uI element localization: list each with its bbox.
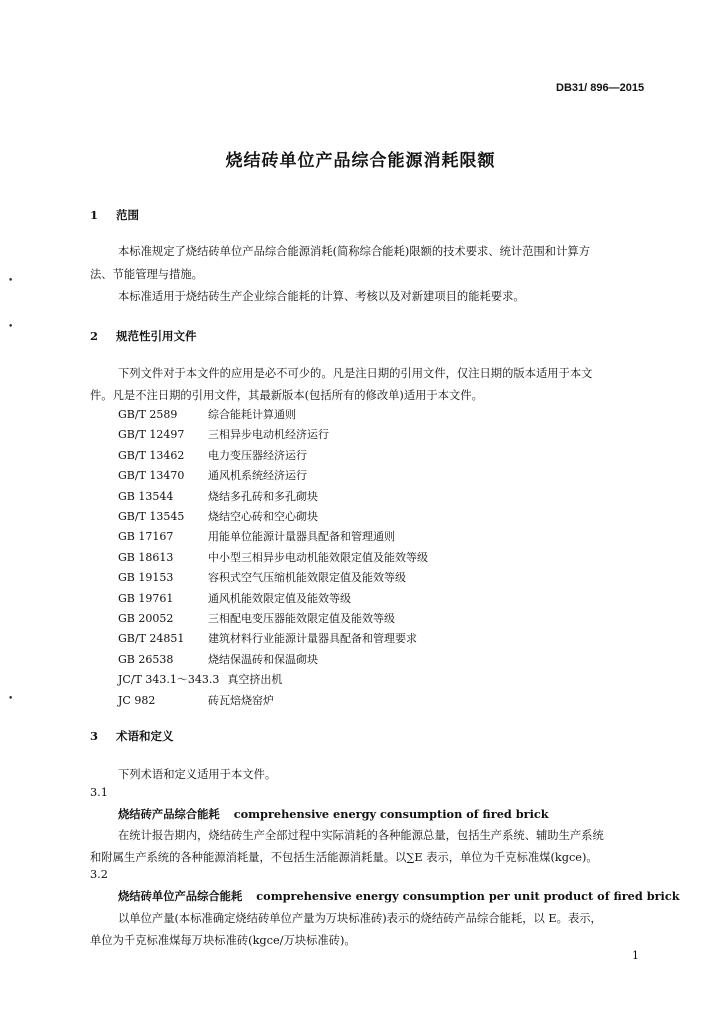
section-1-para-1-line-1: 本标准规定了烧结砖单位产品综合能源消耗(简称综合能耗)限额的技术要求、统计范围和计算方 [118, 245, 590, 258]
reference-code: GB 26538 [118, 652, 174, 666]
term-english: comprehensive energy consumption per unit product of fired brick [256, 889, 680, 903]
reference-code: GB/T 24851 [118, 632, 185, 646]
section-number: 2 [90, 329, 99, 343]
section-2-intro-line-1: 下列文件对于本文件的应用是必不可少的。凡是注日期的引用文件，仅注日期的版本适用于本文 [118, 367, 593, 380]
reference-title: 烧结空心砖和空心砌块 [208, 510, 318, 523]
reference-code: GB/T 13545 [118, 510, 185, 523]
reference-item [118, 590, 351, 606]
section-1-para-1-line-2: 法、节能管理与措施。 [90, 268, 203, 281]
scan-mark: • [8, 694, 14, 704]
reference-item [118, 406, 296, 422]
reference-code: GB/T 13462 [118, 448, 185, 462]
document-title: 烧结砖单位产品综合能源消耗限额 [225, 151, 496, 171]
section-2-heading [90, 328, 197, 344]
reference-title: 三相配电变压器能效限定值及能效等级 [208, 612, 395, 625]
reference-item [118, 528, 395, 544]
section-2-intro-line-2: 件。凡是不注日期的引用文件，其最新版本(包括所有的修改单)适用于本文件。 [90, 389, 483, 402]
term-1-definition-line-1: 在统计报告期内，烧结砖生产全部过程中实际消耗的各种能源总量，包括生产系统、辅助生产系统 [118, 829, 604, 842]
reference-item [118, 508, 318, 524]
term-chinese: 烧结砖单位产品综合能耗 [118, 889, 243, 903]
reference-item [118, 467, 307, 483]
reference-title: 用能单位能源计量器具配备和管理通则 [208, 530, 395, 544]
reference-code: GB 19153 [118, 571, 174, 585]
section-3-intro: 下列术语和定义适用于本文件。 [118, 768, 277, 781]
reference-item [118, 569, 406, 585]
reference-title: 综合能耗计算通则 [208, 408, 296, 421]
reference-item [118, 610, 395, 626]
reference-code: GB/T 13470 [118, 469, 185, 483]
reference-code: GB 13544 [118, 489, 174, 503]
section-1-heading [90, 207, 139, 223]
reference-title: 烧结保温砖和保温砌块 [208, 652, 318, 666]
reference-code: GB 17167 [118, 530, 174, 544]
term-1-number: 3.1 [90, 786, 108, 799]
term-chinese: 烧结砖产品综合能耗 [118, 807, 220, 821]
reference-title: 容积式空气压缩机能效限定值及能效等级 [208, 571, 406, 585]
reference-title: 真空挤出机 [227, 673, 283, 687]
reference-title: 烧结多孔砖和多孔砌块 [208, 489, 318, 503]
reference-item [118, 488, 318, 504]
reference-title: 砖瓦焙烧窑炉 [208, 693, 274, 707]
reference-title: 三相异步电动机经济运行 [208, 428, 329, 442]
term-2-number: 3.2 [90, 868, 108, 881]
section-title: 范围 [116, 208, 139, 222]
scan-mark: • [8, 322, 14, 332]
reference-item [118, 671, 282, 687]
reference-title: 电力变压器经济运行 [208, 448, 307, 462]
reference-title: 建筑材料行业能源计量器具配备和管理要求 [208, 632, 417, 646]
reference-title: 中小型三相异步电动机能效限定值及能效等级 [208, 550, 428, 564]
reference-item [118, 549, 428, 565]
term-2-title [118, 888, 680, 904]
section-number: 1 [90, 208, 99, 222]
reference-code: GB 19761 [118, 591, 174, 605]
term-1-title [118, 806, 549, 822]
term-2-definition-line-1: 以单位产量(本标准确定烧结砖单位产量为万块标准砖)表示的烧结砖产品综合能耗，以 E。表示， [118, 912, 602, 925]
page-number: 1 [632, 949, 639, 962]
term-2-definition-line-2: 单位为千克标准煤每万块标准砖(kgce/万块标准砖)。 [90, 934, 356, 947]
section-title: 规范性引用文件 [116, 329, 197, 343]
reference-code: GB 18613 [118, 550, 174, 564]
section-1-para-2: 本标准适用于烧结砖生产企业综合能耗的计算、考核以及对新建项目的能耗要求。 [118, 290, 525, 303]
reference-item [118, 692, 274, 708]
section-number: 3 [90, 729, 99, 743]
reference-code: GB 20052 [118, 612, 174, 625]
reference-code: JC/T 343.1～343.3 [118, 673, 220, 687]
reference-item [118, 651, 318, 667]
reference-title: 通风机能效限定值及能效等级 [208, 591, 351, 605]
scan-mark: • [8, 276, 14, 286]
reference-item [118, 447, 307, 463]
section-3-heading [90, 728, 174, 744]
reference-code: GB/T 2589 [118, 408, 178, 421]
reference-title: 通风机系统经济运行 [208, 469, 307, 483]
standard-code: DB31/ 896—2015 [556, 82, 645, 94]
term-1-definition-line-2: 和附属生产系统的各种能源消耗量，不包括生活能源消耗量。以∑E 表示，单位为千克标准煤(kgce)。 [90, 851, 598, 864]
reference-code: GB/T 12497 [118, 428, 185, 442]
reference-item [118, 426, 329, 442]
term-english: comprehensive energy consumption of fired brick [233, 807, 549, 821]
section-title: 术语和定义 [116, 729, 174, 743]
reference-item [118, 630, 417, 646]
reference-code: JC 982 [118, 693, 156, 707]
